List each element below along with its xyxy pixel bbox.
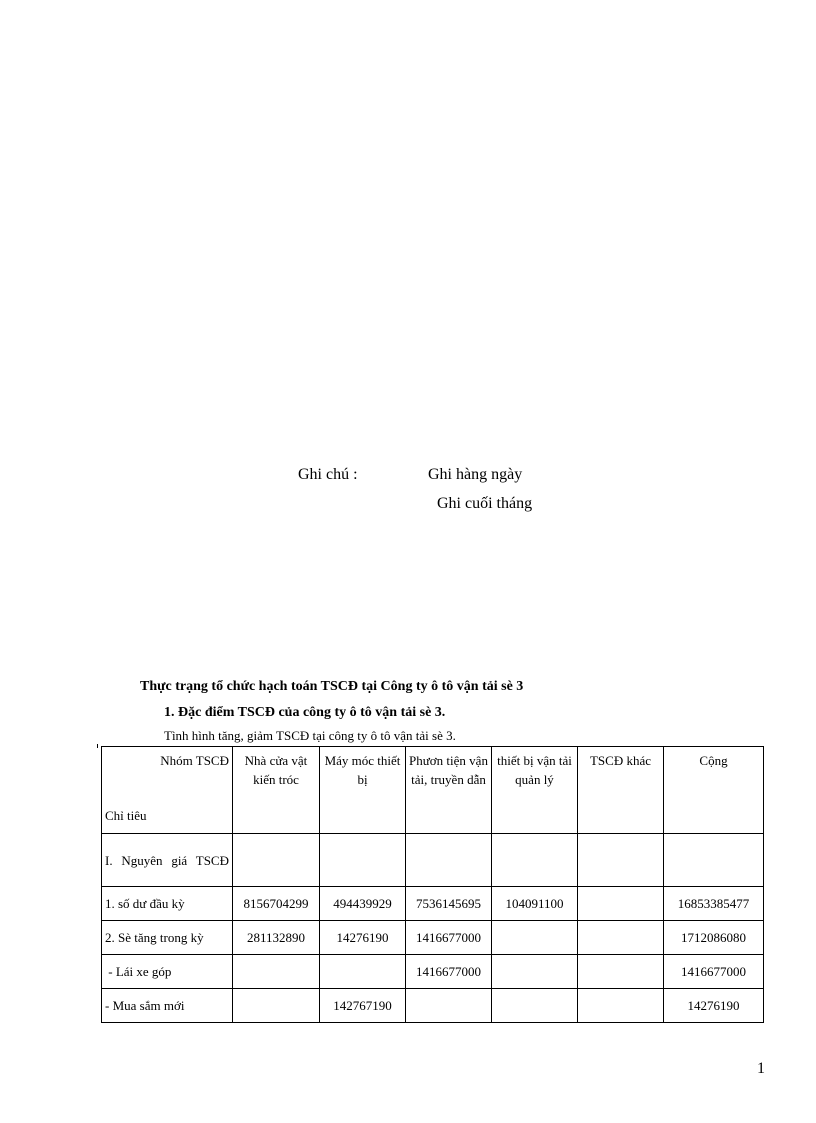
table-cell — [233, 955, 320, 989]
table-cell: 494439929 — [320, 887, 406, 921]
table-caption: Tình hình tăng, giảm TSCĐ tại công ty ô tô vận tải sè 3. — [164, 728, 456, 743]
column-header-machinery: Máy móc thiết bị — [320, 747, 406, 834]
table-cell — [578, 887, 664, 921]
column-header-vehicles: Phươn tiện vận tải, truyền dẫn — [406, 747, 492, 834]
table-row — [102, 955, 764, 989]
table-cell — [320, 834, 406, 887]
table-cell: 1416677000 — [406, 955, 492, 989]
table-cell — [320, 955, 406, 989]
table-header-row — [102, 747, 764, 834]
table-cell — [578, 955, 664, 989]
column-header-management-equipment: thiết bị vận tải quản lý — [492, 747, 578, 834]
table-cell: 1416677000 — [664, 955, 764, 989]
table-cell: 8156704299 — [233, 887, 320, 921]
table-cell: 7536145695 — [406, 887, 492, 921]
table-cell — [233, 989, 320, 1023]
row-label: I. Nguyên giá TSCĐ — [102, 834, 233, 887]
legend-monthly-entry: Ghi cuối tháng — [437, 495, 533, 512]
legend-daily-entry: Ghi hàng ngày — [428, 466, 523, 483]
corner-indicator-label: Chỉ tiêu — [105, 808, 147, 823]
table-cell: 1712086080 — [664, 921, 764, 955]
table-cell — [578, 989, 664, 1023]
corner-group-label: Nhóm TSCĐ — [160, 753, 229, 768]
table-cell: 142767190 — [320, 989, 406, 1023]
table-cell — [406, 989, 492, 1023]
table-left-mark — [97, 744, 98, 748]
legend-label: Ghi chú : — [298, 466, 358, 483]
table-cell — [492, 989, 578, 1023]
column-header-buildings: Nhà cửa vật kiến tróc — [233, 747, 320, 834]
column-header-total: Cộng — [664, 747, 764, 834]
table-row — [102, 887, 764, 921]
table-cell: 14276190 — [664, 989, 764, 1023]
row-label: - Lái xe góp — [102, 955, 233, 989]
row-label: - Mua sắm mới — [102, 989, 233, 1023]
table-cell — [492, 834, 578, 887]
table-cell: 14276190 — [320, 921, 406, 955]
table-cell — [492, 921, 578, 955]
table-cell — [233, 834, 320, 887]
table-row — [102, 921, 764, 955]
table-cell: 281132890 — [233, 921, 320, 955]
table-cell — [492, 955, 578, 989]
table-cell — [664, 834, 764, 887]
column-header-other-assets: TSCĐ khác — [578, 747, 664, 834]
table-cell — [578, 834, 664, 887]
page-number: 1 — [757, 1060, 765, 1077]
row-label: 1. số dư đầu kỳ — [102, 887, 233, 921]
table-cell: 104091100 — [492, 887, 578, 921]
section-heading: Thực trạng tổ chức hạch toán TSCĐ tại Công ty ô tô vận tải sè 3 — [140, 679, 524, 694]
table-cell — [406, 834, 492, 887]
table-cell — [578, 921, 664, 955]
corner-header-cell — [102, 747, 233, 834]
table-row — [102, 989, 764, 1023]
section-subheading: 1. Đặc điểm TSCĐ của công ty ô tô vận tải sè 3. — [164, 705, 446, 720]
row-label: 2. Sè tăng trong kỳ — [102, 921, 233, 955]
table-cell: 1416677000 — [406, 921, 492, 955]
table-cell: 16853385477 — [664, 887, 764, 921]
table-row — [102, 834, 764, 887]
fixed-assets-table — [101, 746, 764, 1023]
